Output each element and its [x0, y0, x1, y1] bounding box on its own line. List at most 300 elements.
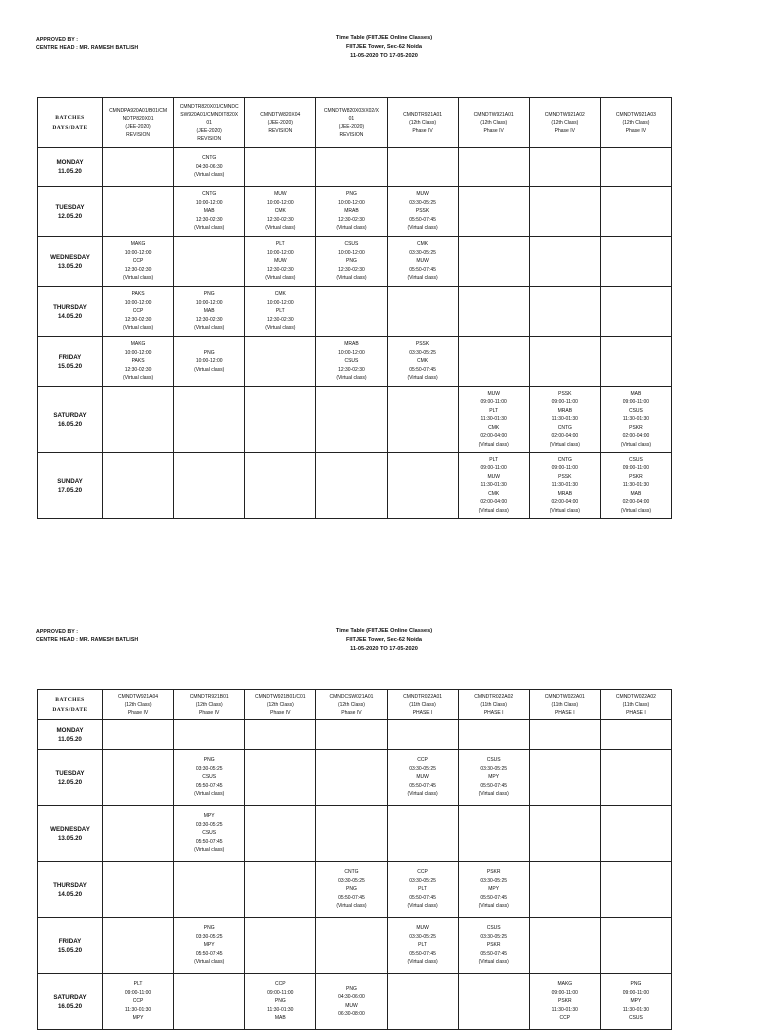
schedule-line: 02:00-04:00	[480, 499, 508, 506]
schedule-cell	[529, 187, 600, 237]
schedule-cell	[458, 187, 529, 237]
schedule-cell	[600, 337, 671, 387]
schedule-line: CCP	[417, 869, 428, 876]
schedule-line: (Virtual class)	[407, 791, 438, 798]
schedule-line: (Virtual class)	[194, 847, 225, 854]
batch-header-line: Phase IV	[341, 709, 362, 716]
schedule-cell	[387, 806, 458, 862]
schedule-line: 12:30-02:30	[266, 216, 294, 223]
schedule-line: (Virtual class)	[265, 275, 296, 282]
schedule-line: 10:00-12:00	[124, 299, 152, 306]
batch-header	[458, 690, 529, 720]
schedule-line: 02:00-04:00	[622, 433, 650, 440]
header-row	[38, 98, 672, 148]
schedule-line: 12:30-02:30	[195, 316, 223, 323]
schedule-line: MUW	[487, 390, 500, 397]
batch-header-line: REVISION	[268, 127, 293, 134]
schedule-cell	[174, 337, 245, 387]
batch-header-line: SW920A01/CMNDIT820X	[180, 111, 239, 118]
schedule-cell	[458, 237, 529, 287]
schedule-line: PLT	[275, 308, 285, 315]
day-row	[38, 337, 672, 387]
schedule-line: 11:30-01:30	[551, 416, 578, 423]
schedule-line: CCP	[275, 981, 286, 988]
batch-header-line: (11th Class)	[409, 701, 436, 708]
schedule-cell	[529, 806, 600, 862]
schedule-cell	[103, 806, 174, 862]
schedule-cell	[316, 750, 387, 806]
corner-label: DAYS/DATE	[52, 706, 88, 713]
schedule-line: 11:30-01:30	[622, 416, 650, 423]
batch-header	[103, 690, 174, 720]
schedule-line: 09:00-11:00	[622, 989, 650, 996]
schedule-line: 02:00-04:00	[551, 433, 579, 440]
schedule-line: CSUS	[628, 1015, 643, 1022]
schedule-cell	[316, 237, 387, 287]
schedule-line: 10:00-12:00	[266, 299, 294, 306]
batches-days-corner	[38, 98, 103, 148]
schedule-line: 09:00-11:00	[551, 989, 578, 996]
schedule-cell	[174, 387, 245, 453]
title-line: Time Table (FIITJEE Online Classes)	[335, 628, 433, 634]
schedule-line: PSKR	[558, 998, 572, 1005]
batch-header-line: Phase IV	[554, 127, 575, 134]
batch-header	[103, 98, 174, 148]
schedule-line: CSUS	[202, 774, 217, 781]
schedule-line: MPY	[630, 998, 642, 1005]
schedule-cell	[174, 453, 245, 519]
schedule-line: 05:50-07:45	[195, 782, 223, 789]
schedule-line: 09:00-11:00	[267, 989, 294, 996]
schedule-line: 12:30-02:30	[338, 366, 365, 373]
schedule-cell	[458, 337, 529, 387]
schedule-cell	[316, 287, 387, 337]
schedule-line: (Virtual class)	[549, 507, 580, 514]
batch-header-line: Phase IV	[412, 127, 433, 134]
schedule-cell	[387, 187, 458, 237]
centre-head-label: CENTRE HEAD : MR. RAMESH BATLISH	[36, 637, 139, 643]
schedule-cell	[600, 974, 671, 1030]
schedule-line: 12:30-02:30	[338, 266, 365, 273]
batch-header	[529, 690, 600, 720]
title-line: Time Table (FIITJEE Online Classes)	[335, 35, 433, 41]
schedule-cell	[458, 148, 529, 187]
schedule-line: 10:00-12:00	[195, 299, 223, 306]
corner-label: BATCHES	[55, 114, 85, 121]
schedule-line: PNG	[203, 349, 215, 356]
schedule-line: 03:30-05:25	[409, 199, 436, 206]
schedule-cell	[103, 337, 174, 387]
schedule-cell	[103, 187, 174, 237]
schedule-line: (Virtual class)	[478, 791, 509, 798]
batch-header-line: (12th Class)	[124, 701, 152, 708]
day-row	[38, 187, 672, 237]
schedule-cell	[387, 237, 458, 287]
schedule-line: (Virtual class)	[478, 441, 509, 448]
schedule-cell	[316, 453, 387, 519]
schedule-line: CSUS	[628, 407, 643, 414]
schedule-line: PNG	[203, 757, 215, 764]
batch-header-line: (12th Class)	[266, 701, 294, 708]
schedule-line: (Virtual class)	[265, 225, 296, 232]
schedule-line: (Virtual class)	[478, 903, 509, 910]
schedule-cell	[529, 918, 600, 974]
schedule-cell	[316, 187, 387, 237]
schedule-line: 03:30-05:25	[480, 765, 508, 772]
schedule-line: CMK	[488, 424, 500, 431]
schedule-line: 03:30-05:25	[195, 821, 223, 828]
batch-header-line: CMNDTW022A02	[615, 693, 656, 700]
schedule-line: (Virtual class)	[620, 441, 652, 448]
schedule-cell	[316, 974, 387, 1030]
schedule-cell	[174, 862, 245, 918]
schedule-line: 05:50-07:45	[195, 950, 223, 957]
schedule-cell	[529, 720, 600, 750]
batch-header	[600, 690, 671, 720]
schedule-cell	[174, 918, 245, 974]
schedule-line: MRAB	[557, 407, 573, 414]
day-row	[38, 453, 672, 519]
day-cell	[38, 148, 103, 187]
schedule-line: CNTG	[344, 869, 359, 876]
batch-header	[387, 690, 458, 720]
schedule-cell	[245, 720, 316, 750]
schedule-cell	[245, 918, 316, 974]
schedule-line: 03:30-05:25	[195, 933, 223, 940]
day-date: 17.05.20	[57, 486, 83, 494]
batch-header-line: (11th Class)	[622, 701, 650, 708]
day-name: SUNDAY	[57, 477, 83, 485]
schedule-line: (Virtual class)	[194, 225, 225, 232]
schedule-line: 05:50-07:45	[480, 950, 508, 957]
schedule-line: MAKG	[130, 241, 146, 248]
schedule-cell	[600, 918, 671, 974]
schedule-cell	[529, 148, 600, 187]
batch-header-line: PHASE I	[554, 709, 575, 716]
schedule-line: CMK	[488, 490, 500, 497]
schedule-line: MAB	[203, 208, 215, 215]
day-name: MONDAY	[56, 726, 84, 734]
schedule-cell	[600, 453, 671, 519]
schedule-line: CSUS	[202, 830, 217, 837]
day-cell	[38, 862, 103, 918]
schedule-line: 06:30-08:00	[338, 1011, 365, 1017]
schedule-cell	[529, 387, 600, 453]
schedule-line: (Virtual class)	[407, 959, 438, 966]
schedule-line: PSKR	[629, 424, 643, 431]
schedule-cell	[103, 287, 174, 337]
schedule-line: CMK	[274, 208, 286, 215]
batch-header-line: (12th Class)	[195, 701, 223, 708]
batch-header-line: (11th Class)	[480, 701, 507, 708]
day-name: SATURDAY	[53, 411, 87, 419]
schedule-line: CCP	[132, 998, 144, 1005]
batch-header-line: Phase IV	[625, 127, 647, 134]
schedule-cell	[174, 750, 245, 806]
schedule-line: 05:50-07:45	[409, 366, 436, 373]
schedule-cell	[103, 862, 174, 918]
timetable-grid	[37, 97, 672, 519]
schedule-cell	[529, 974, 600, 1030]
batch-header-line: REVISION	[126, 131, 151, 138]
schedule-line: PNG	[203, 291, 215, 298]
schedule-cell	[245, 750, 316, 806]
batch-header-line: CMNDTR921A01	[403, 111, 443, 118]
day-date: 13.05.20	[57, 262, 83, 270]
schedule-line: CSUS	[344, 241, 359, 248]
schedule-cell	[387, 862, 458, 918]
schedule-cell	[387, 148, 458, 187]
schedule-cell	[387, 337, 458, 387]
day-date: 15.05.20	[57, 362, 83, 370]
centre-head-label: CENTRE HEAD : MR. RAMESH BATLISH	[36, 45, 139, 51]
schedule-cell	[387, 974, 458, 1030]
schedule-line: CCP	[132, 308, 144, 315]
batch-header	[245, 98, 316, 148]
schedule-cell	[245, 862, 316, 918]
day-row	[38, 806, 672, 862]
schedule-line: MPY	[203, 813, 215, 820]
schedule-cell	[103, 974, 174, 1030]
schedule-line: MAKG	[130, 341, 146, 348]
day-row	[38, 237, 672, 287]
schedule-line: (Virtual class)	[336, 903, 367, 910]
approval-block	[36, 36, 138, 52]
schedule-line: CCP	[559, 1015, 571, 1022]
schedule-line: MUW	[274, 258, 287, 265]
schedule-line: 12:30-02:30	[124, 366, 152, 373]
schedule-line: 03:30-05:25	[409, 877, 436, 884]
schedule-line: 03:30-05:25	[195, 765, 223, 772]
schedule-line: 05:50-07:45	[409, 216, 436, 223]
schedule-cell	[600, 750, 671, 806]
day-cell	[38, 918, 103, 974]
schedule-line: (Virtual class)	[549, 441, 580, 448]
schedule-line: CSUS	[486, 757, 501, 764]
day-cell	[38, 453, 103, 519]
schedule-line: 10:00-12:00	[195, 199, 223, 206]
schedule-line: (Virtual class)	[407, 275, 438, 282]
schedule-line: MPY	[488, 774, 500, 781]
schedule-cell	[458, 918, 529, 974]
day-name: TUESDAY	[55, 769, 85, 777]
schedule-line: CNTG	[202, 191, 217, 198]
schedule-cell	[529, 337, 600, 387]
schedule-line: 10:00-12:00	[124, 249, 152, 256]
header-row	[38, 690, 672, 720]
schedule-line: 03:30-05:25	[480, 933, 508, 940]
schedule-line: 10:00-12:00	[266, 249, 294, 256]
timetable-title	[284, 627, 484, 654]
day-name: FRIDAY	[58, 937, 82, 945]
schedule-cell	[174, 237, 245, 287]
schedule-line: 05:50-07:45	[480, 782, 508, 789]
day-date: 14.05.20	[57, 312, 83, 320]
schedule-line: 12:30-02:30	[195, 216, 223, 223]
schedule-line: 04:30-06:00	[338, 994, 365, 1000]
schedule-line: MAB	[203, 308, 215, 315]
schedule-line: MRAB	[557, 490, 573, 497]
batch-header-line: Phase IV	[127, 709, 149, 716]
schedule-line: (Virtual class)	[194, 959, 225, 966]
batch-header-line: (JEE-2020)	[267, 119, 293, 126]
batch-header-line: (JEE-2020)	[196, 127, 222, 134]
batch-header-line: (JEE-2020)	[338, 123, 365, 130]
schedule-line: (Virtual class)	[336, 375, 367, 382]
schedule-cell	[245, 337, 316, 387]
location-line: FIITJEE Tower, Sec-62 Noida	[345, 44, 423, 50]
schedule-line: PNG	[274, 998, 286, 1005]
schedule-cell	[387, 918, 458, 974]
approval-block	[36, 628, 138, 644]
schedule-line: 09:00-11:00	[551, 465, 578, 472]
schedule-line: 10:00-12:00	[338, 349, 365, 356]
schedule-line: MPY	[132, 1015, 144, 1022]
schedule-cell	[103, 918, 174, 974]
schedule-line: 11:30-01:30	[551, 482, 578, 489]
schedule-line: MPY	[488, 886, 500, 893]
schedule-cell	[458, 750, 529, 806]
day-cell	[38, 806, 103, 862]
schedule-cell	[103, 750, 174, 806]
schedule-line: (Virtual class)	[478, 507, 509, 514]
schedule-cell	[245, 187, 316, 237]
batch-header	[458, 98, 529, 148]
schedule-line: 10:00-12:00	[338, 199, 365, 206]
schedule-line: PSSK	[558, 390, 572, 397]
schedule-cell	[387, 720, 458, 750]
schedule-line: MUW	[416, 191, 429, 198]
schedule-line: 04:30-06:30	[195, 163, 223, 170]
schedule-line: PLT	[133, 981, 143, 988]
day-name: SATURDAY	[53, 993, 87, 1001]
schedule-line: 02:00-04:00	[480, 433, 508, 440]
batch-header-line: CMNDTW921A04	[118, 693, 159, 700]
schedule-cell	[600, 187, 671, 237]
schedule-line: (Virtual class)	[407, 903, 438, 910]
schedule-line: MAKG	[557, 981, 573, 988]
schedule-cell	[529, 453, 600, 519]
schedule-cell	[529, 287, 600, 337]
day-date: 15.05.20	[57, 946, 83, 954]
schedule-line: 09:00-11:00	[551, 399, 578, 406]
batch-header-line: CMNDTR820X01/CMNDC	[179, 103, 239, 110]
batch-header-line: CMNDTW921B01/C01	[255, 693, 306, 700]
day-row	[38, 750, 672, 806]
schedule-line: 03:30-05:25	[409, 249, 436, 256]
schedule-cell	[103, 453, 174, 519]
schedule-line: PSKR	[486, 942, 501, 949]
schedule-line: CMK	[417, 358, 429, 365]
schedule-line: PNG	[346, 886, 357, 893]
schedule-cell	[174, 974, 245, 1030]
day-date: 14.05.20	[57, 890, 83, 898]
schedule-line: PNG	[346, 191, 357, 198]
schedule-cell	[245, 287, 316, 337]
schedule-cell	[458, 387, 529, 453]
schedule-cell	[600, 862, 671, 918]
schedule-line: PSKR	[486, 869, 501, 876]
batch-header-line: CMNDTW820X04	[260, 111, 301, 118]
timetable-title	[284, 34, 484, 61]
schedule-line: MUW	[416, 258, 429, 265]
corner-label: DAYS/DATE	[52, 124, 88, 131]
schedule-line: 09:00-11:00	[124, 989, 152, 996]
schedule-line: PSSK	[558, 473, 572, 480]
schedule-line: (Virtual class)	[122, 325, 154, 332]
schedule-line: PLT	[489, 456, 499, 463]
schedule-cell	[174, 720, 245, 750]
schedule-line: 03:30-05:25	[409, 349, 436, 356]
schedule-cell	[316, 387, 387, 453]
batch-header-line: (12th Class)	[337, 701, 365, 708]
day-date: 16.05.20	[57, 420, 83, 428]
schedule-cell	[458, 974, 529, 1030]
day-row	[38, 287, 672, 337]
schedule-cell	[245, 806, 316, 862]
schedule-line: 05:50-07:45	[480, 894, 508, 901]
batch-header	[387, 98, 458, 148]
day-name: WEDNESDAY	[50, 825, 90, 833]
schedule-line: 12:30-02:30	[266, 266, 294, 273]
schedule-line: 11:30-01:30	[551, 1006, 578, 1013]
day-row	[38, 148, 672, 187]
schedule-cell	[245, 453, 316, 519]
day-row	[38, 974, 672, 1030]
schedule-line: MAB	[630, 390, 642, 397]
schedule-line: (Virtual class)	[407, 375, 438, 382]
schedule-line: 09:00-11:00	[622, 399, 650, 406]
batch-header-line: NDTP820X01	[122, 115, 154, 122]
schedule-line: (Virtual class)	[620, 507, 652, 514]
schedule-cell	[458, 453, 529, 519]
schedule-line: PLT	[489, 407, 499, 414]
schedule-line: MRAB	[344, 341, 359, 348]
schedule-cell	[316, 862, 387, 918]
schedule-cell	[458, 720, 529, 750]
day-name: THURSDAY	[53, 303, 87, 311]
batch-header-line: (JEE-2020)	[125, 123, 151, 130]
schedule-line: 10:00-12:00	[195, 358, 223, 365]
schedule-cell	[316, 918, 387, 974]
batch-header-line: (12th Class)	[480, 119, 508, 126]
schedule-line: 12:30-02:30	[124, 266, 152, 273]
schedule-line: (Virtual class)	[336, 225, 367, 232]
schedule-line: 09:00-11:00	[480, 465, 507, 472]
day-cell	[38, 750, 103, 806]
schedule-line: 05:50-07:45	[409, 950, 436, 957]
schedule-cell	[103, 387, 174, 453]
schedule-line: CSUS	[344, 358, 359, 365]
schedule-cell	[600, 806, 671, 862]
date-range-line: 11-05-2020 TO 17-05-2020	[350, 53, 418, 59]
schedule-cell	[529, 750, 600, 806]
schedule-cell	[103, 237, 174, 287]
schedule-line: PSSK	[415, 341, 430, 348]
batch-header-line: PHASE I	[412, 709, 433, 716]
schedule-line: MAB	[630, 490, 642, 497]
batch-header-line: REVISION	[197, 135, 222, 142]
schedule-cell	[529, 862, 600, 918]
batch-header	[174, 690, 245, 720]
schedule-line: 11:30-01:30	[124, 1006, 152, 1013]
batch-header-line: PHASE I	[483, 709, 504, 716]
batch-header	[174, 98, 245, 148]
schedule-line: MUW	[416, 774, 429, 781]
schedule-line: CNTG	[557, 456, 572, 463]
batch-header	[600, 98, 671, 148]
schedule-line: MPY	[203, 942, 215, 949]
